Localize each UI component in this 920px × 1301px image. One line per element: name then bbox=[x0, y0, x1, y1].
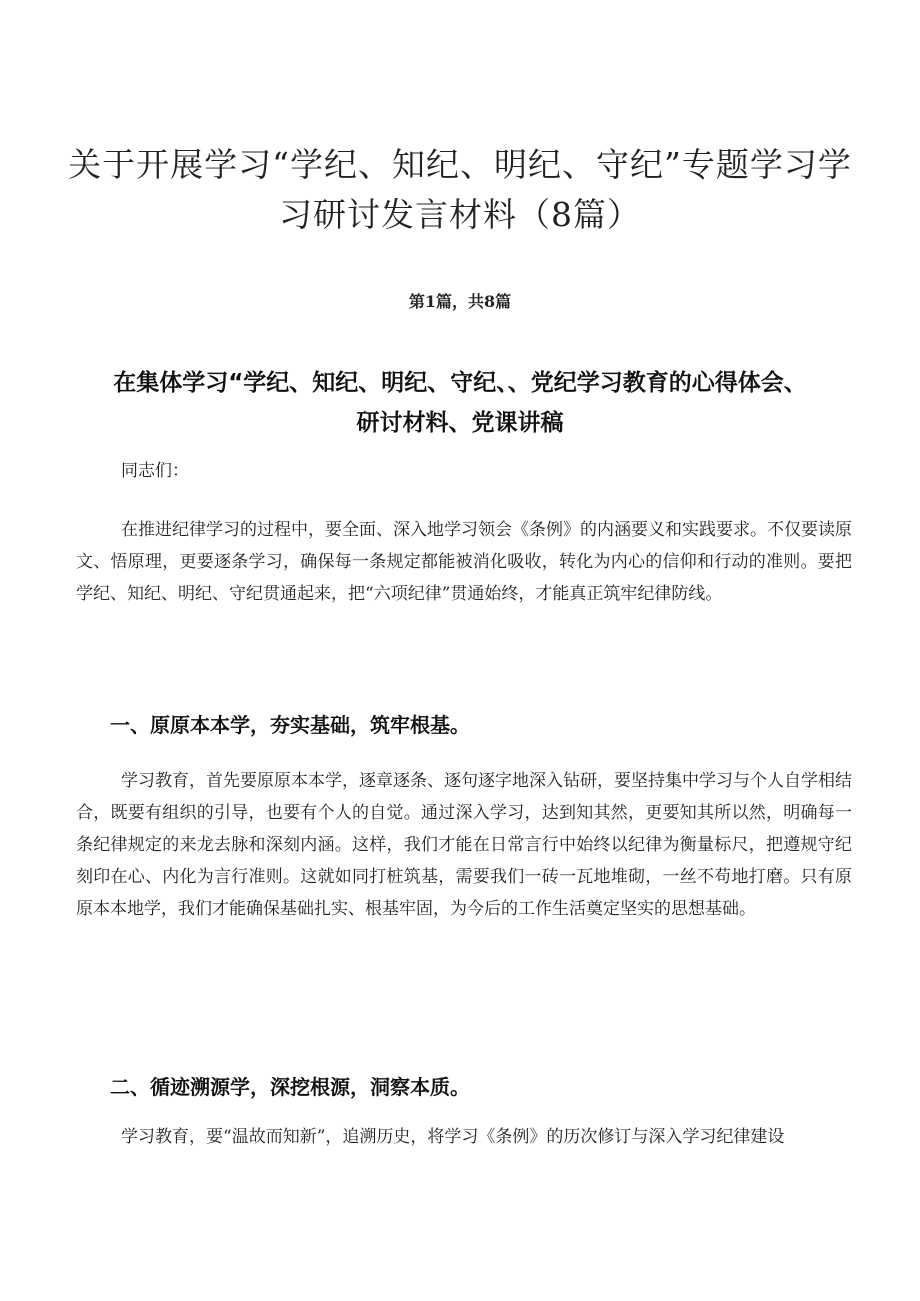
section-heading-2: 二、循迹溯源学，深挖根源，洞察本质。 bbox=[110, 1075, 470, 1099]
document-title: 关于开展学习“学纪、知纪、明纪、守纪”专题学习学习研讨发言材料（8篇） bbox=[68, 145, 852, 235]
section-heading-1: 一、原原本本学，夯实基础，筑牢根基。 bbox=[110, 713, 470, 737]
salutation: 同志们： bbox=[121, 461, 189, 481]
section-body-2: 学习教育，要“温故而知新”，追溯历史，将学习《条例》的历次修订与深入学习纪律建设 bbox=[121, 1127, 785, 1147]
chapter-heading: 在集体学习“学纪、知纪、明纪、守纪、、党纪学习教育的心得体会、研讨材料、党课讲稿 bbox=[113, 370, 807, 437]
intro-paragraph: 在推进纪律学习的过程中，要全面、深入地学习领会《条例》的内涵要义和实践要求。不仅要读原文、悟原理，更要逐条学习，确保每一条规定都能被消化吸收，转化为内心的信仰和行动的准则。要把学纪、知纪、明纪、守纪贯通起来，把“六项纪律”贯通始终，才能真正筑牢纪律防线。 bbox=[76, 520, 852, 604]
section-body-1: 学习教育，首先要原原本本学，逐章逐条、逐句逐字地深入钻研，要坚持集中学习与个人自学相结合，既要有组织的引导，也要有个人的自觉。通过深入学习，达到知其然，更要知其所以然，明确每一条纪律规定的来龙去脉和深刻内涵。这样，我们才能在日常言行中始终以纪律为衡量标尺，把遵规守纪刻印在心、内化为言行准则。这就如同打桩筑基，需要我们一砖一瓦地堆砌，一丝不苟地打磨。只有原原本本地学，我们才能确保基础扎实、根基牢固，为今后的工作生活奠定坚实的思想基础。 bbox=[76, 771, 852, 919]
chapter-label: 第1篇，共8篇 bbox=[408, 292, 512, 311]
